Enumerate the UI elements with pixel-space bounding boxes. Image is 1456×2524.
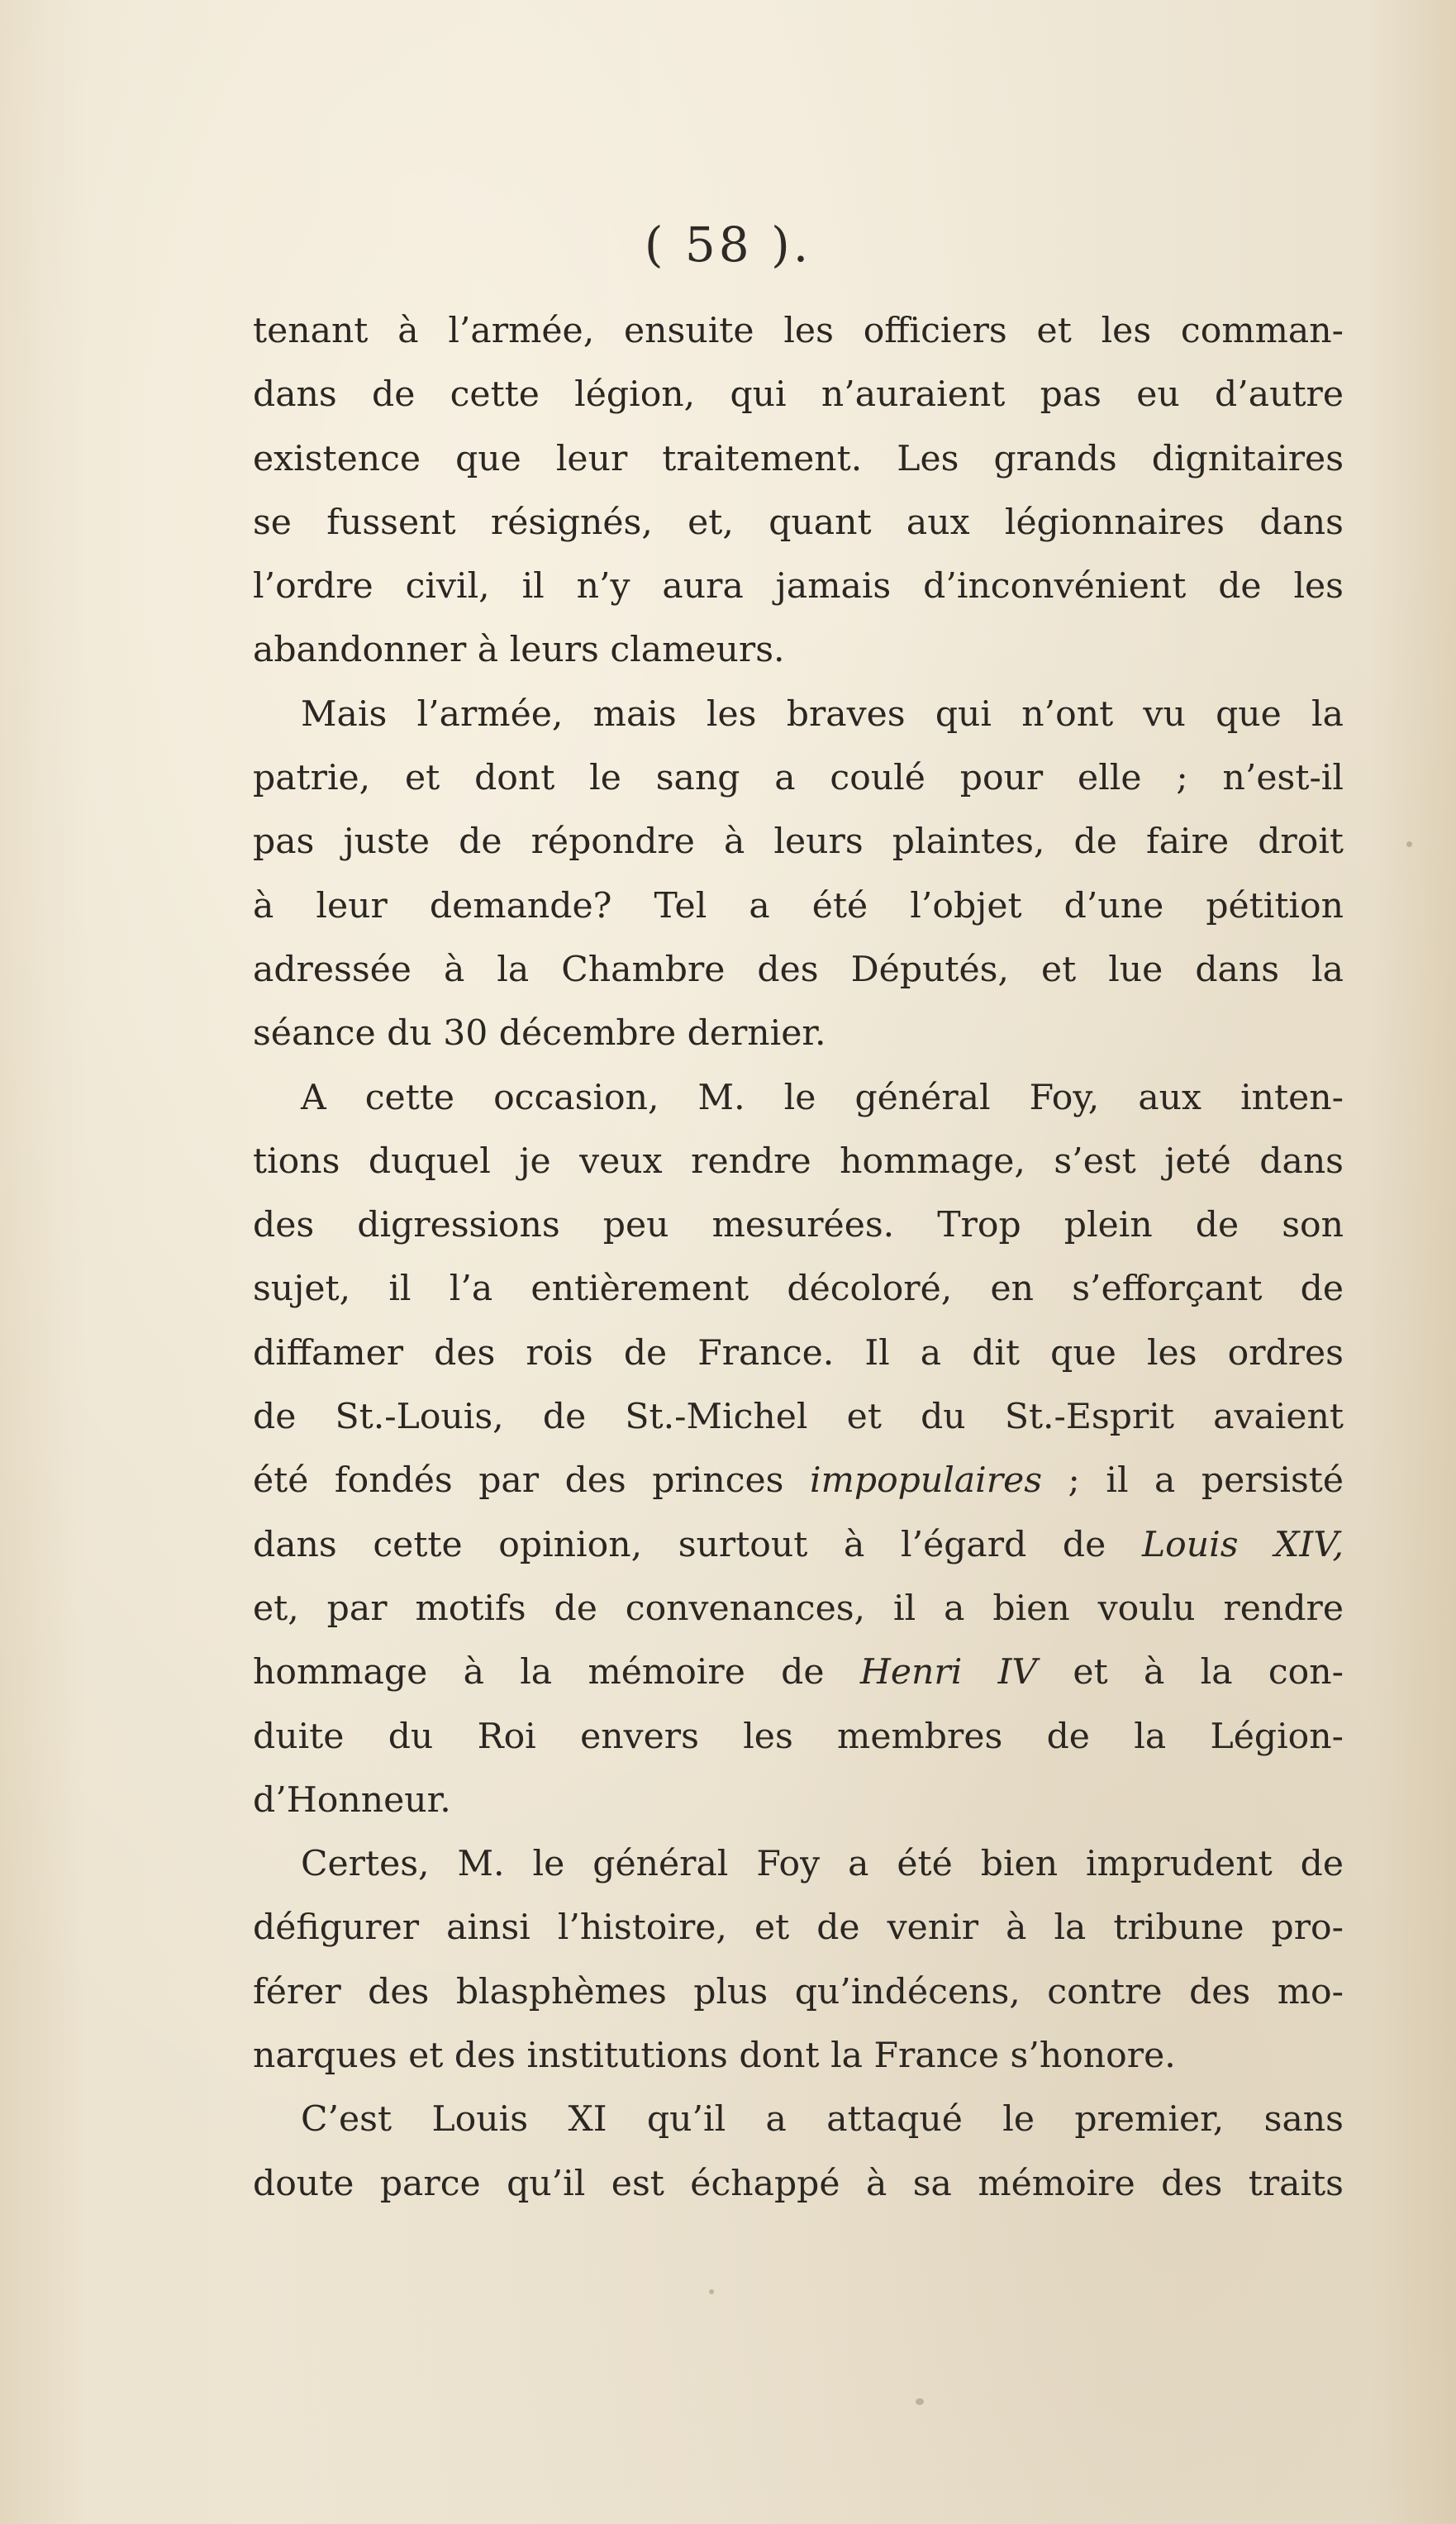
page-number: ( 58 ). (644, 217, 812, 273)
text-segment: ; il a persisté (1042, 1460, 1344, 1502)
text-line: d’Honneur. (253, 1779, 451, 1821)
text-line: l’ordre civil, il n’y aura jamais d’inconvénient de les (253, 566, 1344, 607)
text-line: de St.-Louis, de St.-Michel et du St.-Esprit avaient (253, 1397, 1344, 1438)
italic-term: impopulaires (809, 1460, 1043, 1502)
paragraph-4 (253, 1832, 1344, 2088)
text-segment: dans cette opinion, surtout à l’égard de (253, 1524, 1142, 1565)
paragraph-1 (253, 299, 1344, 683)
text-line: férer des blasphèmes plus qu’indécens, contre des mo- (253, 1971, 1344, 2012)
text-line: à leur demande? Tel a été l’objet d’une pétition (253, 885, 1344, 926)
text-line-mixed (253, 1513, 1344, 1577)
text-line: abandonner à leurs clameurs. (253, 630, 785, 671)
text-line: C’est Louis XI qu’il a attaqué le premier, sans (301, 2099, 1344, 2141)
text-line: dans de cette légion, qui n’auraient pas eu d’autre (253, 374, 1344, 416)
text-line-mixed (253, 1641, 1344, 1704)
text-line: adressée à la Chambre des Députés, et lue dans la (253, 949, 1344, 990)
paper-stain (709, 2289, 714, 2294)
text-line: tions duquel je veux rendre hommage, s’est jeté dans (253, 1141, 1344, 1182)
text-line-mixed (253, 1449, 1344, 1512)
text-line: Mais l’armée, mais les braves qui n’ont vu que la (301, 693, 1344, 735)
text-line: sujet, il l’a entièrement décoloré, en s’efforçant de (253, 1269, 1344, 1310)
text-line: des digressions peu mesurées. Trop plein de son (253, 1205, 1344, 1246)
paper-stain (916, 2398, 924, 2405)
italic-term: Louis XIV, (1141, 1524, 1344, 1565)
text-segment: et à la con- (1037, 1652, 1344, 1693)
text-line: se fussent résignés, et, quant aux légionnaires dans (253, 502, 1344, 543)
paragraph-3 (253, 1066, 1344, 1833)
italic-term: Henri IV (859, 1652, 1038, 1693)
paragraph-2 (253, 683, 1344, 1066)
text-line: duite du Roi envers les membres de la Légion- (253, 1716, 1344, 1757)
text-segment: été fondés par des princes (253, 1460, 810, 1502)
text-line: et, par motifs de convenances, il a bien voulu rendre (253, 1588, 1344, 1629)
text-segment: hommage à la mémoire de (253, 1652, 860, 1693)
text-line: Certes, M. le général Foy a été bien imprudent de (301, 1844, 1344, 1885)
text-line: patrie, et dont le sang a coulé pour elle ; n’est-il (253, 758, 1344, 799)
body-text (253, 299, 1344, 2216)
text-line: séance du 30 décembre dernier. (253, 1013, 826, 1055)
paper-stain (1406, 841, 1412, 847)
paragraph-5 (253, 2088, 1344, 2216)
text-line: existence que leur traitement. Les grands dignitaires (253, 438, 1344, 479)
text-line: doute parce qu’il est échappé à sa mémoire des traits (253, 2163, 1344, 2204)
text-line: tenant à l’armée, ensuite les officiers et les comman- (253, 311, 1344, 351)
text-line: pas juste de répondre à leurs plaintes, de faire droit (253, 821, 1344, 863)
text-line: A cette occasion, M. le général Foy, aux inten- (301, 1077, 1344, 1118)
text-line: défigurer ainsi l’histoire, et de venir à la tribune pro- (253, 1907, 1344, 1949)
text-line: diffamer des rois de France. Il a dit que les ordres (253, 1332, 1344, 1374)
text-line: narques et des institutions dont la France s’honore. (253, 2036, 1176, 2077)
